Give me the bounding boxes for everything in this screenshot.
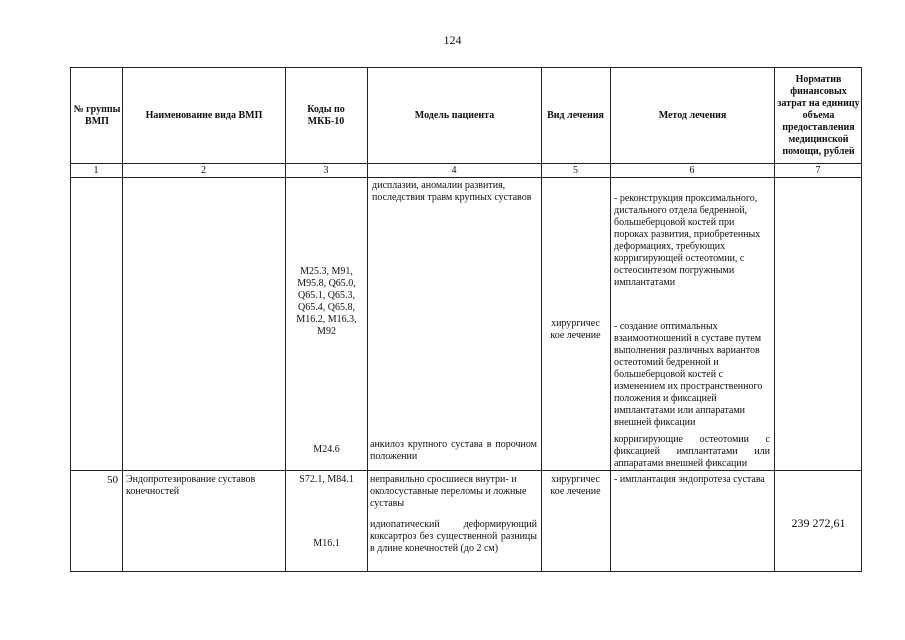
patient-model-cell: дисплазии, аномалии развития, последствия травм крупных суставов (372, 180, 532, 203)
treatment-method-cell: - реконструкция проксимального, дистального отдела бедренной, большеберцовой костей при пороках развития, приобретенных деформациях, требующих корригирующей остеотомии, с остеосинтезом погружными имплантатами (614, 193, 761, 288)
icd-codes-cell: S72.1, M84.1 (299, 474, 354, 485)
cost-cell: 239 272,61 (791, 516, 846, 530)
column-number: 6 (689, 165, 695, 176)
column-divider (774, 67, 775, 572)
patient-model-cell: идиопатический деформирующий коксартроз без существенной разницы в длине конечностей (до 2 см) (370, 519, 537, 554)
icd-codes-cell: M16.1 (313, 538, 340, 549)
column-number: 7 (815, 165, 821, 176)
row-divider (70, 177, 862, 178)
header-icd-codes: Коды по МКБ-10 (307, 104, 345, 127)
icd-codes-cell: M25.3, M91, M95.8, Q65.0, Q65.1, Q65.3, Q65.4, Q65.8, M16.2, M16.3, M92 (296, 266, 357, 337)
header-treatment-method: Метод лечения (658, 110, 727, 121)
header-group-number: № группы ВМП (73, 104, 121, 127)
treatment-method-cell: - имплантация эндопротеза сустава (614, 474, 765, 485)
row-divider (70, 163, 862, 164)
header-treatment-type: Вид лечения (547, 110, 604, 121)
column-number: 2 (201, 165, 206, 176)
column-number: 4 (451, 165, 457, 176)
patient-model-cell: анкилоз крупного сустава в порочном положении (370, 439, 537, 462)
column-divider (541, 67, 542, 572)
icd-codes-cell: M24.6 (313, 444, 340, 455)
treatment-type-cell: хирургичес кое лечение (550, 474, 601, 497)
column-number: 3 (323, 165, 329, 176)
header-patient-model: Модель пациента (414, 110, 495, 121)
column-number: 5 (573, 165, 578, 176)
patient-model-cell: неправильно сросшиеся внутри- и околосуставные переломы и ложные суставы (370, 474, 527, 509)
column-number: 1 (93, 165, 99, 176)
column-divider (285, 67, 286, 572)
row-divider (70, 470, 862, 471)
page-number: 124 (443, 33, 462, 47)
treatment-type-cell: хирургичес кое лечение (550, 318, 601, 341)
vmp-name-cell: Эндопротезирование суставов конечностей (126, 474, 256, 497)
header-vmp-name: Наименование вида ВМП (145, 110, 263, 121)
treatment-method-cell: корригирующие остеотомии с фиксацией имплантатами или аппаратами внешней фиксации (614, 434, 770, 469)
header-cost-standard: Норматив финансовых затрат на единицу объема предоставления медицинской помощи, рублей (777, 74, 860, 157)
treatment-method-cell: - создание оптимальных взаимоотношений в суставе путем выполнения различных вариантов остеотомий бедренной и большеберцовой костей с изменением их пространственного положения и фиксацией имплантатами или аппаратами внешней фиксации (614, 321, 763, 428)
group-number-cell: 50 (107, 474, 118, 486)
